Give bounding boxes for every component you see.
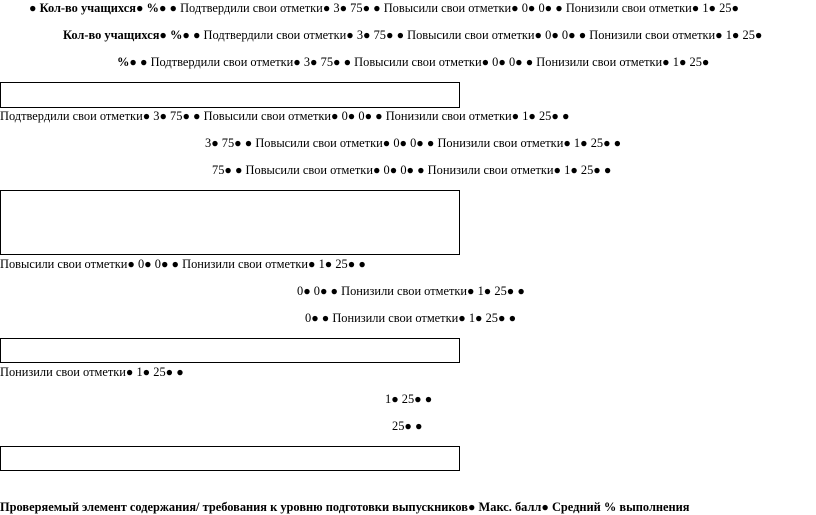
row-12: 25● ●	[392, 419, 423, 433]
row-6: 75● ● Повысили свои отметки● 0● 0● ● Понизили свои отметки● 1● 25● ●	[212, 163, 612, 177]
row-3	[117, 54, 709, 70]
row-10: Понизили свои отметки● 1● 25● ●	[0, 365, 184, 379]
box-2	[0, 190, 460, 255]
box-1	[0, 82, 460, 108]
box-3	[0, 338, 460, 363]
row-4: Подтвердили свои отметки● 3● 75● ● Повысили свои отметки● 0● 0● ● Понизили свои отметки● 1● 25● ●	[0, 109, 570, 123]
row-1	[29, 0, 739, 16]
row-2-text: Подтвердили свои отметки● 3● 75● ● Повысили свои отметки● 0● 0● ● Понизили свои отметки● 1● 25●	[200, 28, 763, 42]
row-1-bold: ● Кол-во учащихся● %● ●	[29, 1, 178, 15]
row-2-bold: Кол-во учащихся● %● ●	[63, 28, 201, 42]
row-8: 0● 0● ● Понизили свои отметки● 1● 25● ●	[297, 284, 525, 298]
row-11: 1● 25● ●	[385, 392, 433, 406]
row-1-text: Подтвердили свои отметки● 3● 75● ● Повысили свои отметки● 0● 0● ● Понизили свои отметки● 1● 25●	[177, 1, 739, 15]
row-3-bold: %● ●	[117, 55, 148, 69]
row-2	[63, 27, 762, 43]
row-3-text: Подтвердили свои отметки● 3● 75● ● Повысили свои отметки● 0● 0● ● Понизили свои отметки● 1● 25●	[147, 55, 710, 69]
box-4	[0, 446, 460, 471]
footer-heading: Проверяемый элемент содержания/ требования к уровню подготовки выпускников● Макс. балл● Средний % выполнения	[0, 500, 690, 514]
row-7: Повысили свои отметки● 0● 0● ● Понизили свои отметки● 1● 25● ●	[0, 257, 366, 271]
row-9: 0● ● Понизили свои отметки● 1● 25● ●	[305, 311, 517, 325]
row-5: 3● 75● ● Повысили свои отметки● 0● 0● ● Понизили свои отметки● 1● 25● ●	[205, 136, 622, 150]
